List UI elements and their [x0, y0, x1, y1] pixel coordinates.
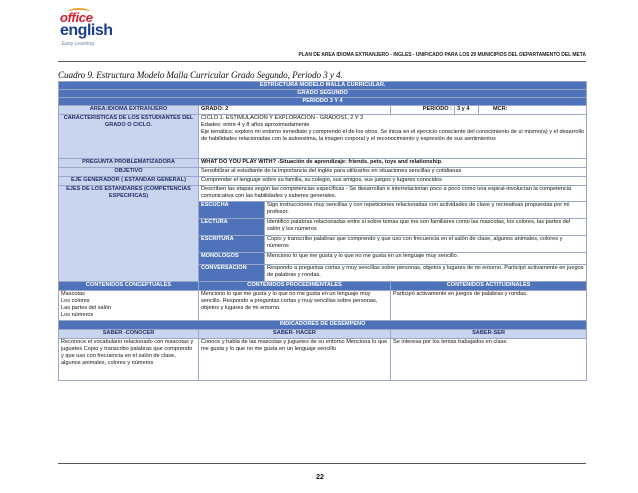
question-label: PREGUNTA PROBLEMATIZADORA: [59, 159, 199, 168]
logo: [60, 10, 138, 50]
skill-name: MONOLOGOS: [199, 253, 265, 265]
generator-label: EJE GENERADOR ( ESTANDAR GENERAL): [59, 177, 199, 186]
table-title: ESTRUCTURA MODELO MALLA CURRICULAR.: [59, 82, 587, 90]
characteristics-line: Edades: entre 4 y 8 años aproximadamente: [201, 121, 310, 128]
indicators-row: [59, 321, 587, 330]
standards-label: EJES DE LOS ESTANDARES (COMPETENCIAS ESPECIFICAS): [59, 186, 199, 282]
curriculum-table: [58, 81, 587, 381]
skill-text: Respondo a preguntas cortas y muy sencillas sobre personas, objetos y lugares de mi entorno. Participó activamente en juegos de palabras y rondas.: [265, 265, 587, 282]
conceptual-content: [59, 291, 199, 321]
page-header: PLAN DE AREA IDIOMA EXTRANJERO - INGLES - UNIFICADO PARA LOS 29 MUNICIPIOS DEL DEPARTAMENTO DEL META: [298, 52, 586, 58]
saber-ser-header: SABER-SER: [391, 330, 587, 339]
logo-word-office: office: [60, 10, 93, 25]
skill-text: Sigo instrucciones muy sencillas y con repeticiones relacionadas con actividades de clase y recreativas propuestas por mi profesor.: [265, 202, 587, 219]
conceptual-header: CONTENIDOS CONCEPTUALES: [59, 282, 199, 291]
generator-row: [59, 177, 587, 186]
skill-name: CONVERSACIÓN: [199, 265, 265, 282]
contents-row: [59, 291, 587, 321]
question-value: WHAT DO YOU PLAY WITH? -Situación de aprendizaje: friends, pets, toys and relationship.: [199, 159, 587, 168]
characteristics-label: CARACTERISTICAS DE LOS ESTUDIANTES DEL GRADO O CICLO.: [59, 115, 199, 159]
standards-intro: Describen las etapas según las competencias específicas - Se desarrollan e interrelacionan poco a poco como una espiral-involucran la competencia comunicativa con las habilidades y saberes generales.: [199, 186, 587, 202]
skill-text: Identifico palabras relacionadas entre sí sobre temas que me son familiares como las mascotas, los colores, las partes del salón y los números: [265, 219, 587, 236]
area-row: [59, 106, 587, 115]
period-label: PERIODO :: [391, 106, 455, 115]
characteristics-line: CICLO 1. ESTIMULACIÓN Y EXPLORACIÓN - GRADOS1, 2 Y 3: [201, 115, 364, 121]
generator-value: Comprender el lenguaje sobre su familia, su colegio, sus amigos, sus juegos y lugares conocidos: [199, 177, 587, 186]
skill-name: ESCUCHA: [199, 202, 265, 219]
characteristics-row: [59, 115, 587, 159]
logo-tagline: Easy Learning: [62, 41, 94, 47]
footer-divider: [58, 463, 586, 464]
attitudinal-header: CONTENIDOS ACTITUDINALES: [391, 282, 587, 291]
saber-content-row: [59, 339, 587, 381]
saber-hacer-header: SABER- HACER: [199, 330, 391, 339]
period-title: PERIODO 3 Y 4: [59, 98, 587, 106]
area-label: AREA:IDIOMA EXTRANJERO: [59, 106, 199, 115]
objective-row: [59, 168, 587, 177]
conceptual-item: Los números: [61, 311, 94, 318]
grade-label: GRADO: 2: [199, 106, 391, 115]
saber-conocer-header: SABER -CONOCER: [59, 330, 199, 339]
question-row: [59, 159, 587, 168]
table-caption: Cuadro 9. Estructura Modelo Malla Curricular Grado Segundo, Periodo 3 y 4.: [58, 70, 343, 80]
indicators-header: INDICADORES DE DESEMPEÑO: [59, 321, 587, 330]
page-number: 22: [316, 474, 324, 481]
attitudinal-content: Participó activamente en juegos de palabras y rondas.: [391, 291, 587, 321]
conceptual-item: Mascotas: [61, 291, 85, 297]
objective-value: Sensibilizar al estudiante de la importancia del inglés para utilizarlos en situaciones sencillas y cotidianas: [199, 168, 587, 177]
grade-title: GRADO SEGUNDO: [59, 90, 587, 98]
contents-header-row: [59, 282, 587, 291]
skill-text: Menciono lo que me gusta y lo que no me gusta en un lenguaje muy sencillo.: [265, 253, 587, 265]
saber-header-row: [59, 330, 587, 339]
standards-intro-row: [59, 186, 587, 202]
saber-hacer-content: Conoce y habla de las mascotas y juguetes de su entorno Menciona lo que me gusta y lo que no me gusta en un lenguaje sencillo: [199, 339, 391, 381]
period-value: 3 y 4: [455, 106, 479, 115]
skill-text: Copio y transcribo palabras que comprendo y que uso con frecuencia en el salón de clase, algunos animales, colores y números: [265, 236, 587, 253]
saber-ser-content: Se interesa por los temas trabajados en clase.: [391, 339, 587, 381]
procedural-content: Menciono lo que me gusta y lo que no me gusta en un lenguaje muy sencillo. Respondo a preguntas cortas y muy sencillas sobre personas, objetos y lugares de mi entorno.: [199, 291, 391, 321]
characteristics-line: Eje temático: exploro mi entorno inmediato y comprendo el de los otros. Se inicia en el ejercicio consciente del conocimiento de sí mismo(a) y el desarrollo de habilidades relacionadas con la autoestima, la imagen corporal y el reconocimiento y expresión de sus sentimientos: [201, 128, 585, 142]
header-divider: [58, 61, 586, 62]
procedural-header: CONTENIDOS PROCEDIMENTALES: [199, 282, 391, 291]
mcr-label: MCR:: [479, 106, 587, 115]
objective-label: OBJETIVO: [59, 168, 199, 177]
skill-name: LECTURA: [199, 219, 265, 236]
saber-conocer-content: Reconoce el vocabulario relacionado con mascotas y juguetes Copio y transcribo palabras que comprendo y que uso con frecuencia en el salón de clase, algunos animales, colores y números: [59, 339, 199, 381]
skill-name: ESCRITURA: [199, 236, 265, 253]
logo-word-english: english: [60, 22, 113, 39]
characteristics-content: [199, 115, 587, 159]
conceptual-item: Las partes del salón: [61, 304, 112, 311]
conceptual-item: Los colores: [61, 297, 90, 304]
